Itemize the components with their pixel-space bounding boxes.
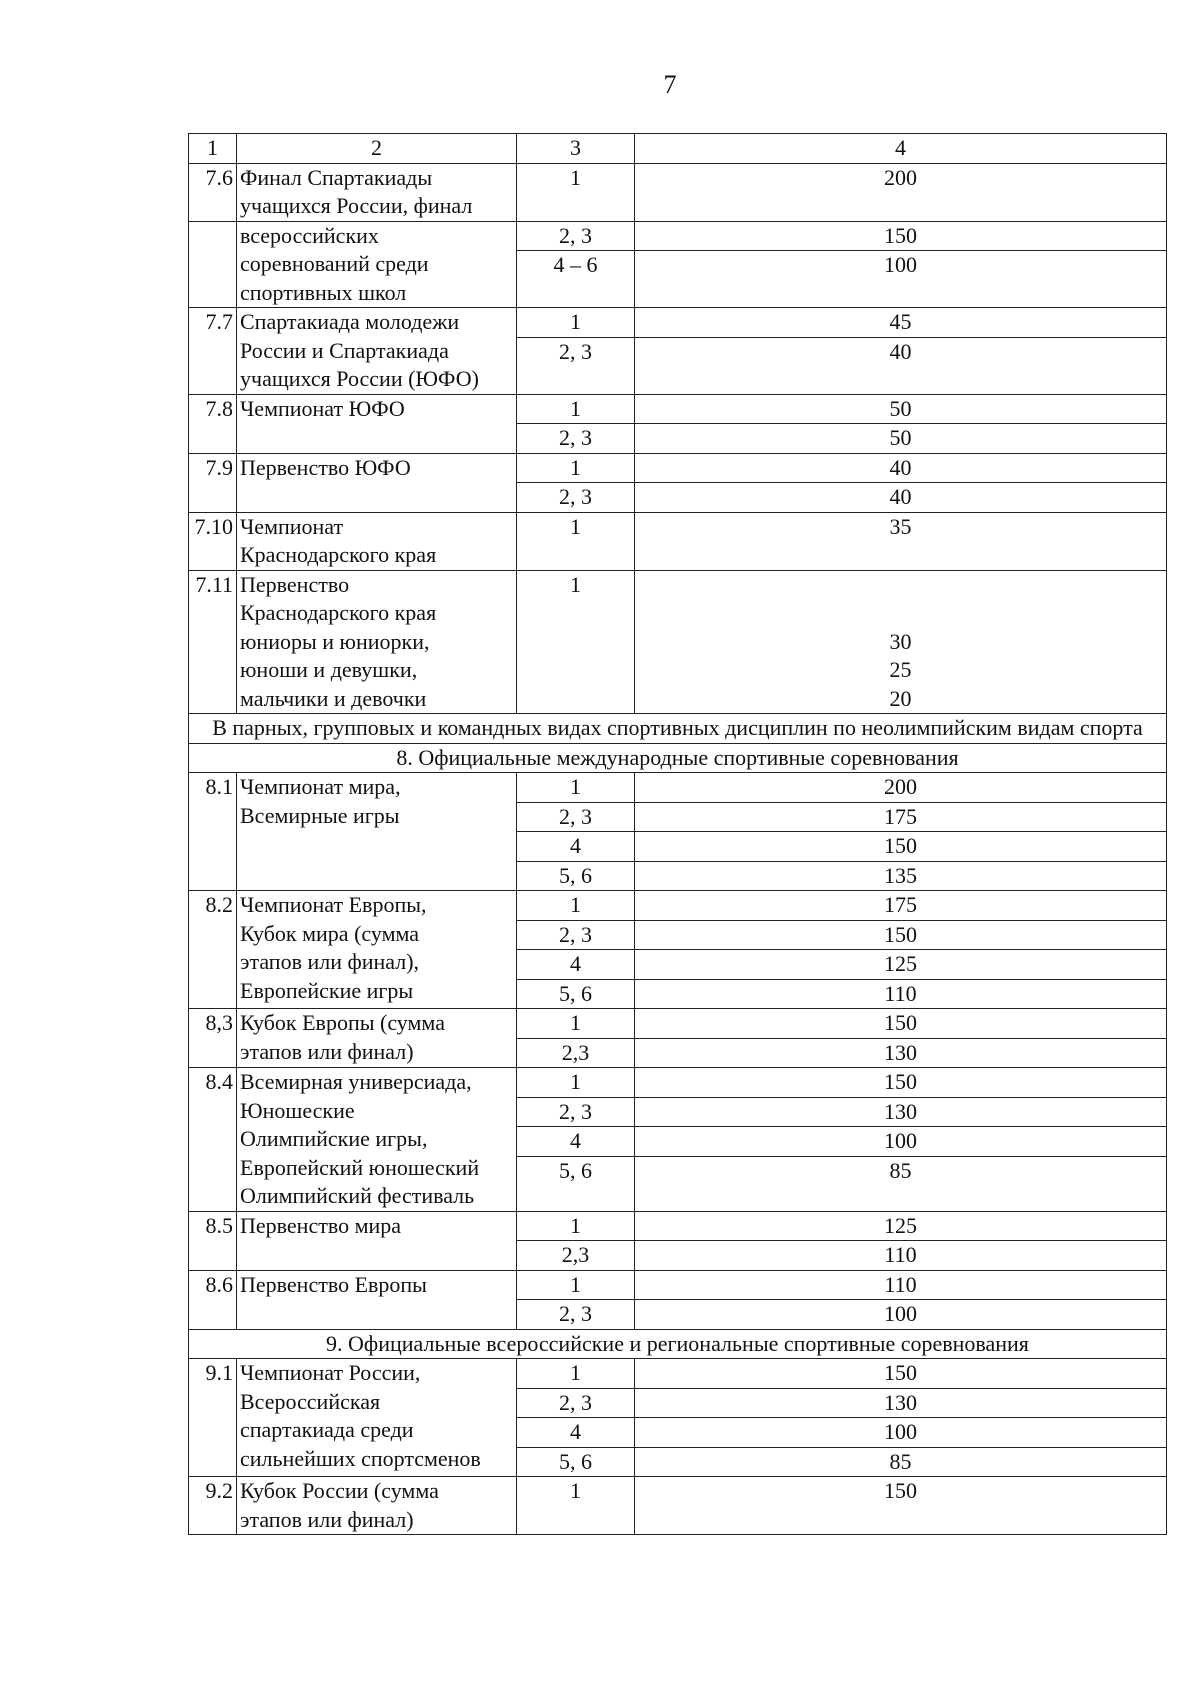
section-row — [189, 743, 1167, 773]
row-number: 8,3 — [189, 1009, 237, 1068]
points-cell: 85 — [635, 1447, 1167, 1477]
place-cell: 1 — [517, 1270, 635, 1300]
points-cell: 100 — [635, 251, 1167, 308]
points-cell: 110 — [635, 979, 1167, 1009]
place-cell: 1 — [517, 163, 635, 221]
place-cell: 2, 3 — [517, 1097, 635, 1127]
place-cell: 4 — [517, 950, 635, 980]
points-cell: 110 — [635, 1270, 1167, 1300]
place-cell: 2, 3 — [517, 424, 635, 454]
header-col-2: 2 — [237, 134, 517, 164]
place-cell: 1 — [517, 1009, 635, 1039]
row-number: 8.4 — [189, 1068, 237, 1212]
table-row — [189, 1211, 1167, 1241]
table-row — [189, 1009, 1167, 1039]
points-cell: 100 — [635, 1418, 1167, 1448]
section-title-8: 8. Официальные международные спортивные соревнования — [189, 743, 1167, 773]
place-cell: 2, 3 — [517, 1388, 635, 1418]
table-row — [189, 773, 1167, 803]
place-cell: 1 — [517, 453, 635, 483]
points-cell: 130 — [635, 1097, 1167, 1127]
place-cell: 4 — [517, 1418, 635, 1448]
place-cell: 2, 3 — [517, 337, 635, 394]
competition-name: Спартакиада молодежи России и Спартакиада учащихся России (ЮФО) — [237, 308, 517, 395]
competition-name: Чемпионат Европы, Кубок мира (сумма этапов или финал), Европейские игры — [237, 891, 517, 1009]
points-cell: 150 — [635, 832, 1167, 862]
row-number: 7.7 — [189, 308, 237, 395]
points-cell: 150 — [635, 1068, 1167, 1098]
points-table — [188, 133, 1167, 1535]
place-cell: 1 — [517, 308, 635, 338]
points-cell: 125 — [635, 1211, 1167, 1241]
points-cell: 175 — [635, 802, 1167, 832]
row-number: 7.9 — [189, 453, 237, 512]
competition-name: всероссийских соревнований среди спортивных школ — [237, 221, 517, 308]
points-cell: 150 — [635, 221, 1167, 251]
competition-name: Чемпионат Краснодарского края — [237, 512, 517, 570]
place-cell: 5, 6 — [517, 979, 635, 1009]
place-cell: 1 — [517, 394, 635, 424]
row-number: 7.11 — [189, 570, 237, 714]
points-cell: 150 — [635, 1009, 1167, 1039]
points-cell: 50 — [635, 394, 1167, 424]
place-cell: 2, 3 — [517, 1300, 635, 1330]
table-row — [189, 1359, 1167, 1389]
points-cell: 45 — [635, 308, 1167, 338]
points-cell: 150 — [635, 920, 1167, 950]
page-number: 7 — [663, 70, 677, 99]
points-cell: 200 — [635, 163, 1167, 221]
table-row — [189, 512, 1167, 570]
row-number: 7.10 — [189, 512, 237, 570]
place-cell: 2,3 — [517, 1038, 635, 1068]
points-cell: 100 — [635, 1127, 1167, 1157]
header-col-3: 3 — [517, 134, 635, 164]
points-cell: 200 — [635, 773, 1167, 803]
competition-name: Первенство мира — [237, 1211, 517, 1270]
place-cell: 2, 3 — [517, 802, 635, 832]
row-number: 8.5 — [189, 1211, 237, 1270]
header-col-1: 1 — [189, 134, 237, 164]
place-cell: 1 — [517, 773, 635, 803]
table-row — [189, 453, 1167, 483]
header-row — [189, 134, 1167, 164]
row-number: 7.8 — [189, 394, 237, 453]
points-cell: 35 — [635, 512, 1167, 570]
place-cell: 5, 6 — [517, 1156, 635, 1211]
competition-name: Первенство Европы — [237, 1270, 517, 1329]
points-cell: 100 — [635, 1300, 1167, 1330]
place-cell: 1 — [517, 1477, 635, 1535]
table-row — [189, 221, 1167, 251]
place-cell: 1 — [517, 1359, 635, 1389]
place-cell: 1 — [517, 1211, 635, 1241]
row-number: 7.6 — [189, 163, 237, 221]
competition-name: Первенство Краснодарского края юниоры и юниорки, юноши и девушки, мальчики и девочки — [237, 570, 517, 714]
points-cell: 150 — [635, 1477, 1167, 1535]
place-cell: 1 — [517, 512, 635, 570]
row-number: 9.1 — [189, 1359, 237, 1477]
competition-name: Финал Спартакиады учащихся России, финал — [237, 163, 517, 221]
row-number: 8.2 — [189, 891, 237, 1009]
table-row — [189, 570, 1167, 714]
row-number: 8.6 — [189, 1270, 237, 1329]
place-cell: 5, 6 — [517, 1447, 635, 1477]
points-cell: 50 — [635, 424, 1167, 454]
place-cell: 2, 3 — [517, 221, 635, 251]
competition-name: Первенство ЮФО — [237, 453, 517, 512]
place-cell: 1 — [517, 570, 635, 714]
points-cell: 40 — [635, 453, 1167, 483]
points-cell: 30 25 20 — [635, 570, 1167, 714]
points-cell: 130 — [635, 1038, 1167, 1068]
competition-name: Всемирная универсиада, Юношеские Олимпийские игры, Европейский юношеский Олимпийский фестиваль — [237, 1068, 517, 1212]
points-cell: 40 — [635, 483, 1167, 513]
table-row — [189, 308, 1167, 338]
points-cell: 40 — [635, 337, 1167, 394]
section-title-pair-group-team: В парных, групповых и командных видах спортивных дисциплин по неолимпийским видам спорта — [189, 714, 1167, 744]
table-row — [189, 1270, 1167, 1300]
place-cell: 4 — [517, 832, 635, 862]
competition-name: Чемпионат России, Всероссийская спартакиада среди сильнейших спортсменов — [237, 1359, 517, 1477]
section-title-9: 9. Официальные всероссийские и региональные спортивные соревнования — [189, 1329, 1167, 1359]
competition-name: Кубок Европы (сумма этапов или финал) — [237, 1009, 517, 1068]
place-cell: 1 — [517, 891, 635, 921]
competition-name: Кубок России (сумма этапов или финал) — [237, 1477, 517, 1535]
table-row — [189, 394, 1167, 424]
place-cell: 5, 6 — [517, 861, 635, 891]
points-cell: 85 — [635, 1156, 1167, 1211]
place-cell: 2, 3 — [517, 483, 635, 513]
competition-name: Чемпионат ЮФО — [237, 394, 517, 453]
table-row — [189, 891, 1167, 921]
section-row — [189, 1329, 1167, 1359]
table-row — [189, 1477, 1167, 1535]
competition-name: Чемпионат мира, Всемирные игры — [237, 773, 517, 891]
points-cell: 135 — [635, 861, 1167, 891]
place-cell: 4 – 6 — [517, 251, 635, 308]
points-cell: 125 — [635, 950, 1167, 980]
points-cell: 110 — [635, 1241, 1167, 1271]
row-number: 9.2 — [189, 1477, 237, 1535]
points-cell: 175 — [635, 891, 1167, 921]
row-number — [189, 221, 237, 308]
place-cell: 4 — [517, 1127, 635, 1157]
place-cell: 2,3 — [517, 1241, 635, 1271]
section-row — [189, 714, 1167, 744]
row-number: 8.1 — [189, 773, 237, 891]
header-col-4: 4 — [635, 134, 1167, 164]
place-cell: 1 — [517, 1068, 635, 1098]
table-row — [189, 1068, 1167, 1098]
points-cell: 130 — [635, 1388, 1167, 1418]
place-cell: 2, 3 — [517, 920, 635, 950]
points-cell: 150 — [635, 1359, 1167, 1389]
